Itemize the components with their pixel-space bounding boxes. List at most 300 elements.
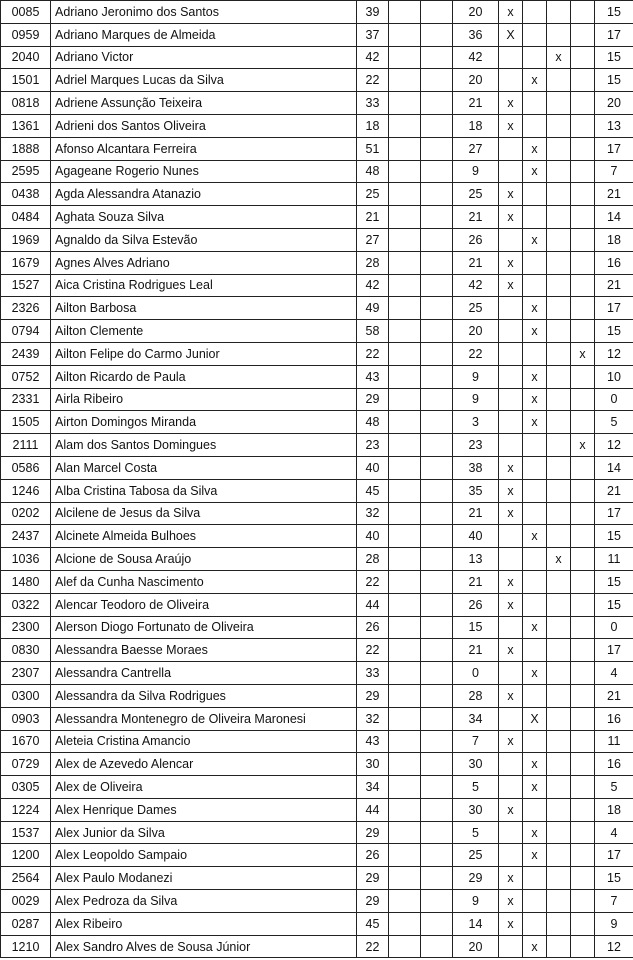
mark-3-cell [547,821,571,844]
mark-4-cell [571,160,595,183]
score-d-cell: 18 [453,114,499,137]
mark-2-cell: x [523,228,547,251]
mark-4-cell [571,662,595,685]
score-b-cell [389,456,421,479]
result-cell: 16 [595,707,633,730]
table-row [1,753,633,776]
mark-2-cell: x [523,320,547,343]
student-name-cell: Alex Sandro Alves de Sousa Júnior [51,935,357,958]
mark-2-cell [523,251,547,274]
score-c-cell [421,456,453,479]
mark-1-cell: x [499,251,523,274]
mark-3-cell [547,160,571,183]
score-a-cell: 43 [357,730,389,753]
mark-1-cell: x [499,479,523,502]
mark-1-cell [499,616,523,639]
mark-3-cell [547,798,571,821]
mark-1-cell: x [499,114,523,137]
student-name-cell: Alessandra Cantrella [51,662,357,685]
table-body [1,1,633,958]
mark-2-cell: x [523,69,547,92]
result-cell: 17 [595,137,633,160]
table-row [1,228,633,251]
score-a-cell: 29 [357,821,389,844]
registration-number-cell: 0029 [1,890,51,913]
score-d-cell: 34 [453,707,499,730]
mark-2-cell: x [523,525,547,548]
registration-number-cell: 0830 [1,639,51,662]
score-a-cell: 21 [357,206,389,229]
result-cell: 12 [595,434,633,457]
score-d-cell: 26 [453,228,499,251]
score-c-cell [421,434,453,457]
score-c-cell [421,502,453,525]
table-row [1,274,633,297]
score-b-cell [389,69,421,92]
result-cell: 0 [595,616,633,639]
score-d-cell: 22 [453,342,499,365]
mark-1-cell [499,776,523,799]
student-name-cell: Adriano Victor [51,46,357,69]
score-c-cell [421,23,453,46]
mark-1-cell [499,707,523,730]
score-b-cell [389,821,421,844]
result-cell: 10 [595,365,633,388]
mark-2-cell [523,912,547,935]
mark-4-cell [571,206,595,229]
score-b-cell [389,639,421,662]
registration-number-cell: 2437 [1,525,51,548]
student-name-cell: Alessandra Baesse Moraes [51,639,357,662]
result-cell: 15 [595,593,633,616]
student-name-cell: Agda Alessandra Atanazio [51,183,357,206]
result-cell: 15 [595,867,633,890]
mark-1-cell: x [499,639,523,662]
mark-4-cell [571,320,595,343]
table-row [1,206,633,229]
student-name-cell: Alex Henrique Dames [51,798,357,821]
score-d-cell: 36 [453,23,499,46]
result-cell: 17 [595,639,633,662]
score-d-cell: 42 [453,274,499,297]
mark-4-cell [571,776,595,799]
table-row [1,730,633,753]
student-name-cell: Afonso Alcantara Ferreira [51,137,357,160]
score-c-cell [421,411,453,434]
mark-3-cell [547,844,571,867]
score-b-cell [389,297,421,320]
score-d-cell: 26 [453,593,499,616]
table-row [1,1,633,24]
mark-4-cell [571,844,595,867]
score-d-cell: 13 [453,548,499,571]
registration-number-cell: 1969 [1,228,51,251]
score-d-cell: 40 [453,525,499,548]
mark-3-cell [547,137,571,160]
score-b-cell [389,274,421,297]
mark-4-cell [571,798,595,821]
result-cell: 4 [595,821,633,844]
mark-3-cell: x [547,46,571,69]
registration-number-cell: 0438 [1,183,51,206]
result-cell: 13 [595,114,633,137]
score-a-cell: 22 [357,69,389,92]
mark-3-cell [547,23,571,46]
result-cell: 15 [595,46,633,69]
mark-1-cell: x [499,593,523,616]
score-c-cell [421,525,453,548]
mark-2-cell: x [523,935,547,958]
score-d-cell: 42 [453,46,499,69]
mark-3-cell [547,183,571,206]
result-cell: 14 [595,456,633,479]
result-cell: 15 [595,69,633,92]
mark-2-cell [523,274,547,297]
mark-1-cell [499,935,523,958]
score-c-cell [421,798,453,821]
mark-1-cell: x [499,570,523,593]
mark-2-cell [523,479,547,502]
table-row [1,434,633,457]
score-b-cell [389,411,421,434]
registration-number-cell: 2595 [1,160,51,183]
score-b-cell [389,570,421,593]
mark-4-cell [571,365,595,388]
student-name-cell: Alex Paulo Modanezi [51,867,357,890]
mark-1-cell: x [499,274,523,297]
mark-1-cell [499,662,523,685]
registration-number-cell: 0903 [1,707,51,730]
table-row [1,92,633,115]
score-a-cell: 45 [357,912,389,935]
score-b-cell [389,730,421,753]
registration-number-cell: 2564 [1,867,51,890]
registration-number-cell: 1036 [1,548,51,571]
mark-3-cell [547,320,571,343]
registration-number-cell: 1200 [1,844,51,867]
mark-1-cell: x [499,912,523,935]
score-d-cell: 9 [453,890,499,913]
score-b-cell [389,183,421,206]
registration-number-cell: 0729 [1,753,51,776]
score-c-cell [421,479,453,502]
mark-1-cell [499,434,523,457]
score-b-cell [389,365,421,388]
student-name-cell: Alerson Diogo Fortunato de Oliveira [51,616,357,639]
score-c-cell [421,593,453,616]
result-cell: 7 [595,890,633,913]
score-c-cell [421,639,453,662]
score-a-cell: 25 [357,183,389,206]
registration-number-cell: 0959 [1,23,51,46]
table-row [1,365,633,388]
mark-1-cell: x [499,867,523,890]
score-b-cell [389,525,421,548]
mark-4-cell [571,912,595,935]
score-c-cell [421,935,453,958]
table-row [1,593,633,616]
score-c-cell [421,160,453,183]
score-d-cell: 21 [453,639,499,662]
score-d-cell: 38 [453,456,499,479]
score-d-cell: 9 [453,388,499,411]
registration-number-cell: 1679 [1,251,51,274]
score-b-cell [389,342,421,365]
mark-1-cell [499,228,523,251]
mark-4-cell [571,23,595,46]
score-d-cell: 20 [453,935,499,958]
result-cell: 21 [595,479,633,502]
score-d-cell: 30 [453,798,499,821]
registration-number-cell: 1888 [1,137,51,160]
registration-number-cell: 0305 [1,776,51,799]
student-name-cell: Ailton Ricardo de Paula [51,365,357,388]
mark-2-cell: x [523,844,547,867]
score-a-cell: 33 [357,662,389,685]
table-row [1,114,633,137]
mark-2-cell [523,342,547,365]
registration-number-cell: 1246 [1,479,51,502]
mark-4-cell [571,730,595,753]
registration-number-cell: 1210 [1,935,51,958]
score-c-cell [421,912,453,935]
score-d-cell: 20 [453,320,499,343]
score-d-cell: 21 [453,92,499,115]
mark-2-cell: x [523,776,547,799]
score-d-cell: 7 [453,730,499,753]
mark-2-cell: x [523,297,547,320]
mark-3-cell [547,388,571,411]
mark-4-cell [571,69,595,92]
score-b-cell [389,320,421,343]
mark-1-cell: x [499,684,523,707]
score-b-cell [389,753,421,776]
mark-2-cell: x [523,411,547,434]
score-a-cell: 43 [357,365,389,388]
mark-4-cell [571,228,595,251]
result-cell: 4 [595,662,633,685]
score-c-cell [421,274,453,297]
mark-4-cell [571,890,595,913]
mark-4-cell [571,274,595,297]
mark-2-cell [523,890,547,913]
score-d-cell: 25 [453,297,499,320]
score-c-cell [421,707,453,730]
score-b-cell [389,684,421,707]
mark-3-cell [547,502,571,525]
score-c-cell [421,730,453,753]
mark-3-cell [547,776,571,799]
mark-2-cell [523,183,547,206]
score-a-cell: 45 [357,479,389,502]
score-a-cell: 22 [357,570,389,593]
score-a-cell: 40 [357,456,389,479]
mark-4-cell [571,570,595,593]
result-cell: 5 [595,776,633,799]
mark-4-cell [571,753,595,776]
mark-1-cell: x [499,1,523,24]
table-row [1,776,633,799]
mark-3-cell [547,684,571,707]
score-b-cell [389,844,421,867]
score-b-cell [389,776,421,799]
score-c-cell [421,228,453,251]
result-cell: 21 [595,183,633,206]
score-c-cell [421,662,453,685]
score-c-cell [421,137,453,160]
student-name-cell: Alam dos Santos Domingues [51,434,357,457]
table-row [1,798,633,821]
student-name-cell: Aleteia Cristina Amancio [51,730,357,753]
mark-3-cell [547,206,571,229]
mark-2-cell: x [523,753,547,776]
score-c-cell [421,92,453,115]
mark-1-cell [499,411,523,434]
registration-number-cell: 1501 [1,69,51,92]
registration-number-cell: 2300 [1,616,51,639]
registration-number-cell: 1670 [1,730,51,753]
score-b-cell [389,92,421,115]
registration-number-cell: 0202 [1,502,51,525]
result-cell: 11 [595,548,633,571]
result-cell: 5 [595,411,633,434]
table-row [1,570,633,593]
table-row [1,890,633,913]
student-name-cell: Alex Ribeiro [51,912,357,935]
table-row [1,251,633,274]
result-cell: 15 [595,525,633,548]
score-a-cell: 39 [357,1,389,24]
score-c-cell [421,365,453,388]
score-c-cell [421,570,453,593]
mark-4-cell [571,548,595,571]
score-b-cell [389,434,421,457]
result-cell: 7 [595,160,633,183]
score-d-cell: 20 [453,69,499,92]
score-d-cell: 0 [453,662,499,685]
score-a-cell: 26 [357,616,389,639]
mark-1-cell: x [499,92,523,115]
table-row [1,684,633,707]
result-cell: 15 [595,320,633,343]
score-c-cell [421,206,453,229]
student-name-cell: Ailton Clemente [51,320,357,343]
mark-1-cell [499,160,523,183]
score-d-cell: 5 [453,821,499,844]
mark-1-cell: x [499,456,523,479]
mark-2-cell: x [523,388,547,411]
mark-4-cell [571,388,595,411]
score-a-cell: 22 [357,935,389,958]
mark-2-cell: x [523,365,547,388]
score-a-cell: 48 [357,411,389,434]
mark-4-cell [571,297,595,320]
table-row [1,616,633,639]
student-name-cell: Alcione de Sousa Araújo [51,548,357,571]
mark-3-cell [547,753,571,776]
score-d-cell: 20 [453,1,499,24]
mark-1-cell [499,342,523,365]
score-a-cell: 28 [357,251,389,274]
student-name-cell: Alex de Azevedo Alencar [51,753,357,776]
score-b-cell [389,46,421,69]
score-a-cell: 49 [357,297,389,320]
score-a-cell: 22 [357,342,389,365]
table-row [1,935,633,958]
registration-number-cell: 2439 [1,342,51,365]
mark-3-cell: x [547,548,571,571]
mark-2-cell: x [523,160,547,183]
table-row [1,297,633,320]
mark-3-cell [547,912,571,935]
mark-1-cell: x [499,206,523,229]
result-cell: 14 [595,206,633,229]
mark-3-cell [547,867,571,890]
score-b-cell [389,206,421,229]
score-a-cell: 26 [357,844,389,867]
mark-1-cell [499,525,523,548]
table-row [1,867,633,890]
student-name-cell: Ailton Barbosa [51,297,357,320]
score-a-cell: 32 [357,707,389,730]
mark-4-cell [571,251,595,274]
score-c-cell [421,46,453,69]
score-b-cell [389,616,421,639]
table-row [1,456,633,479]
score-a-cell: 29 [357,890,389,913]
mark-1-cell [499,297,523,320]
mark-2-cell [523,46,547,69]
result-cell: 20 [595,92,633,115]
mark-3-cell [547,730,571,753]
student-name-cell: Adrieni dos Santos Oliveira [51,114,357,137]
mark-2-cell [523,570,547,593]
mark-4-cell [571,479,595,502]
table-row [1,479,633,502]
mark-2-cell [523,867,547,890]
result-cell: 16 [595,251,633,274]
registration-number-cell: 2111 [1,434,51,457]
score-c-cell [421,251,453,274]
mark-2-cell: X [523,707,547,730]
mark-3-cell [547,251,571,274]
mark-3-cell [547,662,571,685]
mark-1-cell [499,821,523,844]
mark-2-cell [523,206,547,229]
student-name-cell: Ailton Felipe do Carmo Junior [51,342,357,365]
mark-2-cell: x [523,616,547,639]
mark-4-cell [571,821,595,844]
table-row [1,707,633,730]
result-cell: 15 [595,570,633,593]
score-b-cell [389,707,421,730]
result-cell: 12 [595,935,633,958]
mark-3-cell [547,593,571,616]
score-a-cell: 27 [357,228,389,251]
score-a-cell: 32 [357,502,389,525]
mark-2-cell [523,434,547,457]
table-row [1,342,633,365]
result-cell: 16 [595,753,633,776]
registration-number-cell: 1361 [1,114,51,137]
mark-3-cell [547,228,571,251]
mark-4-cell [571,183,595,206]
mark-3-cell [547,707,571,730]
mark-3-cell [547,114,571,137]
mark-4-cell [571,411,595,434]
score-a-cell: 34 [357,776,389,799]
score-b-cell [389,867,421,890]
